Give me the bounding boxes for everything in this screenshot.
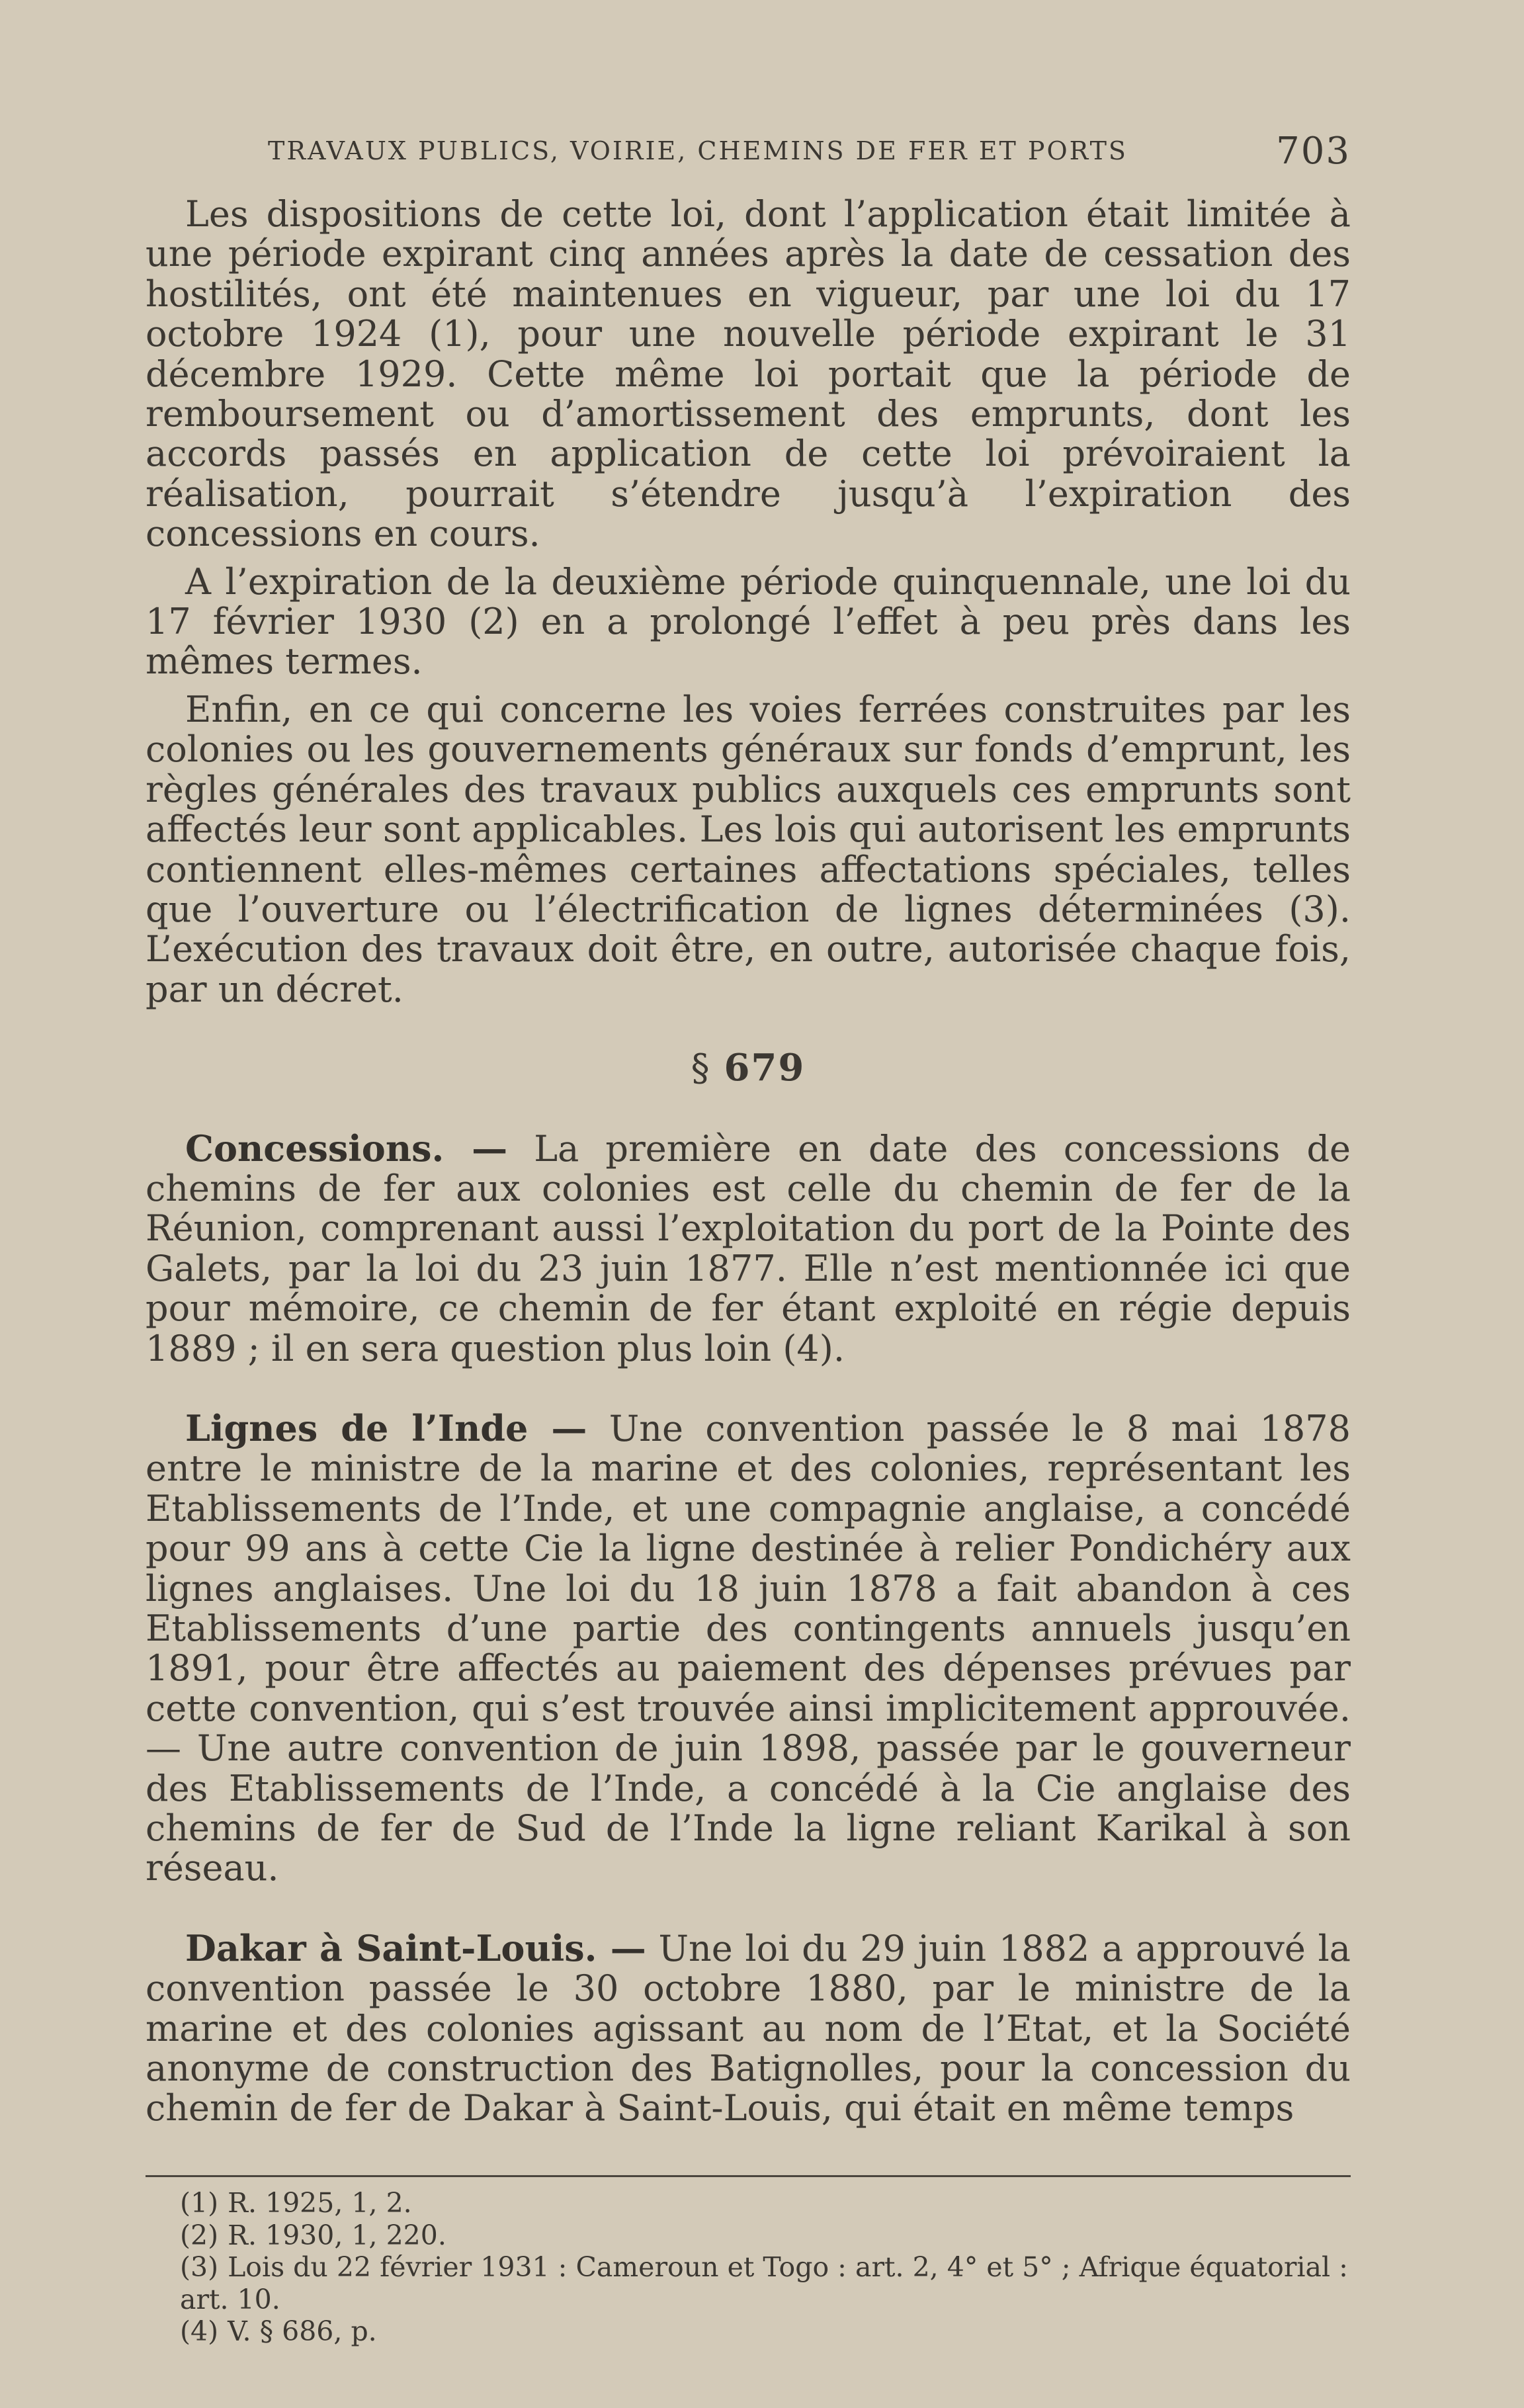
footnotes <box>146 2187 1351 2348</box>
book-page <box>146 112 1351 2347</box>
footnote-text: Lois du 22 février 1931 : Cameroun et Togo : art. 2, 4° et 5° ; Afrique équatorial : art. 10. <box>180 2251 1348 2315</box>
subsection-heading: Concessions. — <box>185 1127 508 1170</box>
subsection-text: Une convention passée le 8 mai 1878 entre le ministre de la marine et des colonies, représentant les Etablissements de l’Inde, et une compagnie anglaise, a concédé pour 99 ans à cette Cie la ligne destinée à relier Pondichéry aux lignes anglaises. Une loi du 18 juin 1878 a fait abandon à ces Etablissements d’une partie des contingents annuels jusqu’en 1891, pour être affectés au paiement des dépenses prévues par cette convention, qui s’est trouvée ainsi implicitement approuvée. — Une autre convention de juin 1898, passée par le gouverneur des Etablissements de l’Inde, a concédé à la Cie anglaise des chemins de fer de Sud de l’Inde la ligne reliant Karikal à son réseau. <box>146 1407 1351 1889</box>
footnote-mark: (3) <box>180 2251 219 2283</box>
subsection-lignes-inde <box>146 1408 1351 1889</box>
footnote <box>146 2315 1351 2348</box>
footnote <box>146 2251 1351 2315</box>
footnote-rule <box>146 2175 1351 2177</box>
section-number: 679 <box>724 1046 806 1090</box>
paragraph-voies-ferrees: Enfin, en ce qui concerne les voies ferrées construites par les colonies ou les gouvernements généraux sur fonds d’emprunt, les règles générales des travaux publics auxquels ces emprunts sont affectés leur sont applicables. Les lois qui autorisent les emprunts contiennent elles-mêmes certaines affectations spéciales, telles que l’ouverture ou l’électrification de lignes déterminées (3). L’exécution des travaux doit être, en outre, autorisée chaque fois, par un décret. <box>146 688 1351 1010</box>
paragraph-loi-1930: A l’expiration de la deuxième période quinquennale, une loi du 17 février 1930 (2) en a prolongé l’effet à peu près dans les mêmes termes. <box>146 560 1351 683</box>
body-text <box>146 194 1351 2129</box>
footnote-mark: (4) <box>180 2315 219 2347</box>
subsection-text: La première en date des concessions de chemins de fer aux colonies est celle du chemin de fer de la Réunion, comprenant aussi l’exploitation du port de la Pointe des Galets, par la loi du 23 juin 1877. Elle n’est mentionnée ici que pour mémoire, ce chemin de fer étant exploité en régie depuis 1889 ; il en sera question plus loin (4). <box>146 1127 1351 1369</box>
running-title: TRAVAUX PUBLICS, VOIRIE, CHEMINS DE FER ET PORTS <box>268 136 1128 165</box>
page-number: 703 <box>1276 130 1351 173</box>
section-sign-symbol: § <box>691 1047 711 1090</box>
section-heading <box>146 1048 1351 1088</box>
subsection-text: Une loi du 29 juin 1882 a approuvé la convention passée le 30 octobre 1880, par le ministre de la marine et des colonies agissant au nom de l’Etat, et la Société anonyme de construction des Batignolles, pour la concession du chemin de fer de Dakar à Saint-Louis, qui était en même temps <box>146 1927 1351 2129</box>
footnote <box>146 2187 1351 2219</box>
subsection-concessions <box>146 1129 1351 1369</box>
footnote-mark: (2) <box>180 2219 219 2251</box>
subsection-heading: Dakar à Saint-Louis. — <box>185 1926 646 1969</box>
subsection-heading: Lignes de l’Inde — <box>185 1406 587 1449</box>
subsection-dakar-saint-louis <box>146 1928 1351 2129</box>
footnote-text: R. 1930, 1, 220. <box>228 2219 446 2251</box>
running-head <box>146 127 1351 173</box>
paragraph-loi-1924: Les dispositions de cette loi, dont l’application était limitée à une période expirant cinq années après la date de cessation des hostilités, ont été maintenues en vigueur, par une loi du 17 octobre 1924 (1), pour une nouvelle période expirant le 31 décembre 1929. Cette même loi portait que la période de remboursement ou d’amortissement des emprunts, dont les accords passés en application de cette loi prévoiraient la réalisation, pourrait s’étendre jusqu’à l’expiration des concessions en cours. <box>146 193 1351 555</box>
footnote-text: V. § 686, p. <box>228 2315 377 2347</box>
footnote <box>146 2219 1351 2252</box>
footnote-mark: (1) <box>180 2187 219 2219</box>
footnote-text: R. 1925, 1, 2. <box>228 2187 412 2219</box>
